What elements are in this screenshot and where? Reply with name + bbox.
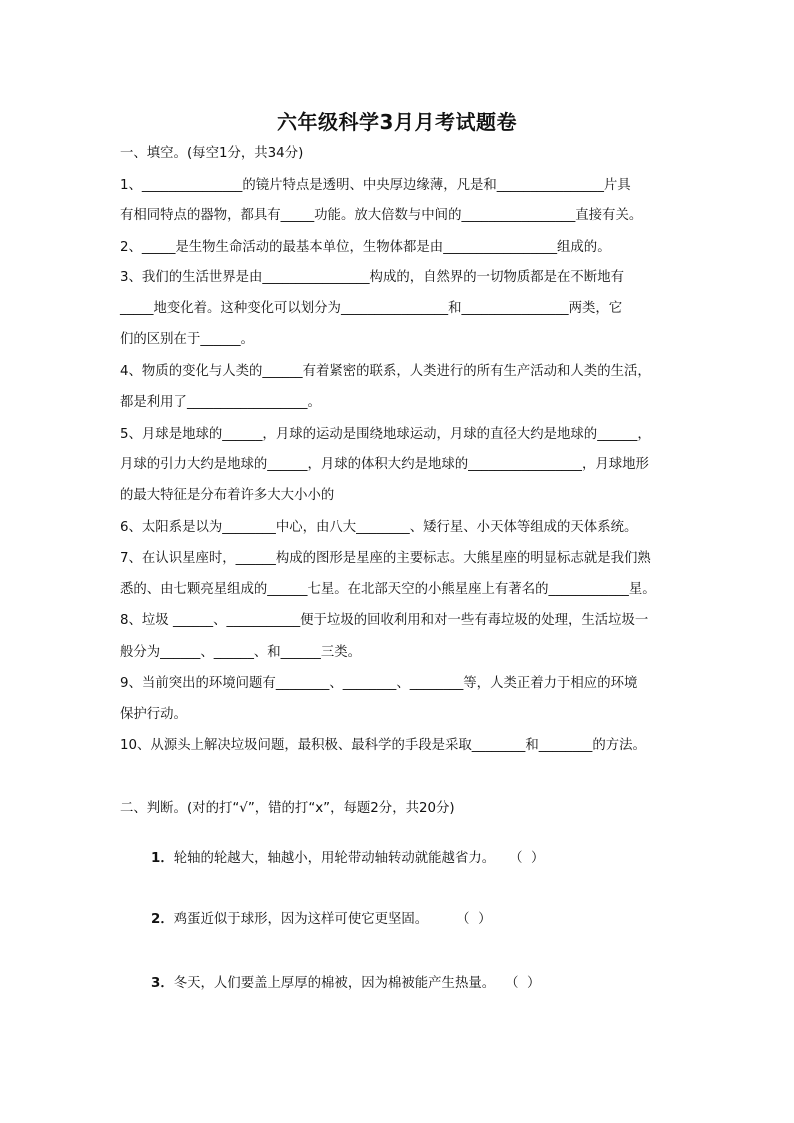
question-line: 月球的引力大约是地球的______，月球的体积大约是地球的_________________，月球地形: [120, 457, 649, 472]
judge-item: [134, 893, 491, 947]
question-line: 悉的、由七颗亮星组成的______七星。在北部天空的小熊星座上有著名的____________星。: [120, 582, 656, 597]
answer-paren: （ ）: [509, 851, 545, 866]
question-line: 都是利用了__________________。: [120, 395, 321, 410]
judge-item: [134, 832, 544, 886]
judge-item-number: 3．: [151, 976, 174, 991]
page-title: 六年级科学3月月考试题卷: [277, 110, 517, 134]
answer-paren: （ ）: [456, 912, 492, 927]
question-line: 有相同特点的器物，都具有_____功能。放大倍数与中间的_________________直接有关。: [120, 208, 643, 223]
judge-item: [134, 957, 540, 1011]
section2-heading: 二、判断。(对的打“√”，错的打“x”，每题2分，共20分): [120, 801, 455, 816]
judge-item-text: 轮轴的轮越大，轴越小，用轮带动轴转动就能越省力。: [173, 851, 496, 866]
question-line: 10、从源头上解决垃圾问题，最积极、最科学的手段是采取________和________的方法。: [120, 738, 646, 753]
question-line: 2、_____是生物生命活动的最基本单位，生物体都是由_________________组成的。: [120, 240, 611, 255]
question-line: _____地变化着。这种变化可以划分为________________和________________两类，它: [120, 301, 623, 316]
judge-item-number: 1．: [151, 851, 174, 866]
question-line: 般分为______、______、和______三类。: [120, 645, 362, 660]
question-line: 8、垃圾 ______、___________便于垃圾的回收利用和对一些有毒垃圾的处理，生活垃圾一: [120, 613, 649, 628]
question-line: 1、_______________的镜片特点是透明、中央厚边缘薄，凡是和________________片具: [120, 178, 631, 193]
answer-paren: （ ）: [505, 976, 541, 991]
question-line: 9、当前突出的环境问题有________、________、________等，人类正着力于相应的环境: [120, 676, 638, 691]
question-line: 4、物质的变化与人类的______有着紧密的联系，人类进行的所有生产活动和人类的生活，: [120, 364, 651, 379]
judge-item-text: 冬天，人们要盖上厚厚的棉被，因为棉被能产生热量。: [173, 976, 496, 991]
question-line: 7、在认识星座时，______构成的图形是星座的主要标志。大熊星座的明显标志就是我们熟: [120, 551, 651, 566]
question-line: 5、月球是地球的______，月球的运动是围绕地球运动，月球的直径大约是地球的______，: [120, 427, 651, 442]
question-line: 保护行动。: [120, 707, 187, 722]
question-line: 3、我们的生活世界是由________________构成的，自然界的一切物质都是在不断地有: [120, 270, 624, 285]
question-line: 6、太阳系是以为________中心，由八大________、矮行星、小天体等组成的天体系统。: [120, 520, 638, 535]
section1-heading: 一、填空。(每空1分，共34分): [120, 146, 304, 161]
judge-item-text: 鸡蛋近似于球形，因为这样可使它更坚固。: [173, 912, 429, 927]
question-line: 们的区别在于______。: [120, 332, 254, 347]
question-line: 的最大特征是分布着许多大大小小的: [120, 488, 335, 503]
judge-item-number: 2．: [151, 912, 174, 927]
